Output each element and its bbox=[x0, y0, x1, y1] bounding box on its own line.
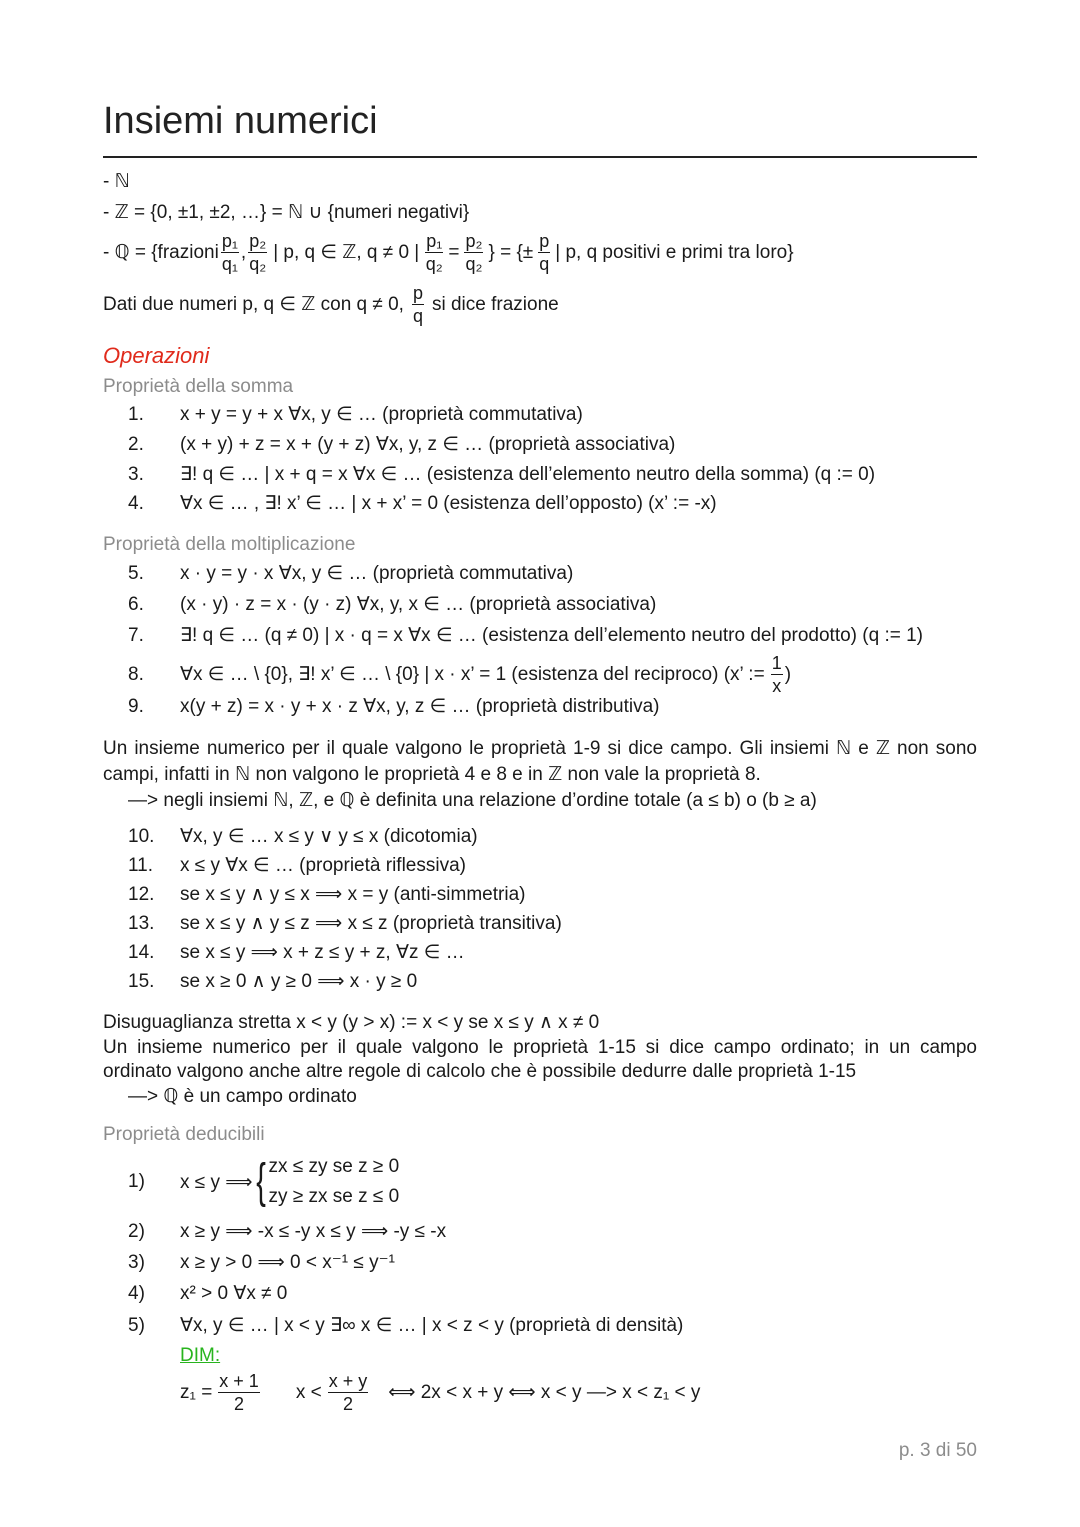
fraction bbox=[221, 232, 239, 273]
denominator: q₂ bbox=[465, 254, 483, 274]
item-number: 4) bbox=[128, 1283, 145, 1304]
list-item bbox=[128, 970, 562, 999]
numerator: x + 1 bbox=[219, 1371, 259, 1391]
sum-heading: Proprietà della somma bbox=[103, 376, 294, 397]
campo-paragraph: Un insieme numerico per il quale valgono le proprietà 1-9 si dice campo. Gli insiemi ℕ e ℤ non sono campi, infatti in ℕ non valgono le proprietà 4 e 8 e in ℤ non vale la proprietà 8. bbox=[103, 738, 977, 785]
item-number: 11. bbox=[128, 855, 154, 876]
item-text: ∀x, y ∈ … x ≤ y ∨ y ≤ x (dicotomia) bbox=[180, 826, 478, 847]
denominator: 2 bbox=[234, 1394, 245, 1414]
set-n: - ℕ bbox=[103, 171, 130, 192]
item-number: 9. bbox=[128, 696, 144, 717]
item-text: ∀x ∈ … , ∃! x’ ∈ … | x + x’ = 0 (esistenza dell’opposto) (x’ := -x) bbox=[180, 493, 717, 514]
numerator: x + y bbox=[328, 1371, 368, 1391]
item-number: 1. bbox=[128, 404, 144, 425]
dim-tail: ⟺ 2x < x + y ⟺ x < y —> x < z₁ < y bbox=[388, 1382, 701, 1403]
list-item bbox=[128, 941, 562, 970]
item-number: 13. bbox=[128, 913, 155, 934]
denominator: q bbox=[539, 254, 550, 274]
dim-mid: x < bbox=[295, 1381, 322, 1403]
order-props-list bbox=[128, 825, 562, 999]
list-item bbox=[128, 1220, 683, 1251]
operations-heading: Operazioni bbox=[103, 343, 210, 368]
item-number: 2) bbox=[128, 1221, 145, 1242]
fraction bbox=[771, 654, 783, 695]
list-item bbox=[128, 624, 923, 655]
denominator: q₁ bbox=[221, 254, 238, 274]
list-item bbox=[128, 593, 923, 624]
list-item bbox=[128, 1314, 683, 1345]
item-text: se x ≥ 0 ∧ y ≥ 0 ⟹ x · y ≥ 0 bbox=[180, 971, 418, 992]
dim-label: DIM: bbox=[180, 1345, 221, 1366]
mult-props-list bbox=[128, 562, 923, 655]
denominator: 2 bbox=[342, 1394, 353, 1414]
item-text: (x · y) · z = x · (y · z) ∀x, y, x ∈ … (proprietà associativa) bbox=[180, 594, 657, 615]
numerator: p₂ bbox=[249, 231, 267, 251]
item-text: ∃! q ∈ … | x + q = x ∀x ∈ … (esistenza dell’elemento neutro della somma) (q := 0) bbox=[180, 464, 876, 485]
item-number: 8. bbox=[128, 663, 144, 685]
set-q-cond: | p, q ∈ ℤ, q ≠ 0 | bbox=[273, 242, 420, 263]
list-item bbox=[128, 854, 562, 883]
page-title: Insiemi numerici bbox=[103, 100, 378, 142]
set-q-mid: } = {± bbox=[488, 241, 534, 263]
mult-heading: Proprietà della moltiplicazione bbox=[103, 534, 356, 555]
item-number: 6. bbox=[128, 594, 144, 615]
close-paren: ) bbox=[784, 663, 792, 685]
fraction bbox=[248, 232, 267, 273]
item-text: x · y = y · x ∀x, y ∈ … (proprietà commutativa) bbox=[180, 563, 574, 584]
numerator: 1 bbox=[771, 653, 782, 673]
item-text: x² > 0 ∀x ≠ 0 bbox=[180, 1283, 288, 1304]
list-item bbox=[128, 695, 660, 718]
item-text: ∀x ∈ … \ {0}, ∃! x’ ∈ … \ {0} | x · x’ = 1 (esistenza del reciproco) (x’ := bbox=[180, 664, 765, 685]
dim-formula bbox=[180, 1372, 700, 1413]
denominator: q bbox=[412, 306, 423, 326]
definition-text: Dati due numeri p, q ∈ ℤ con q ≠ 0, bbox=[103, 294, 404, 315]
deducible-heading: Proprietà deducibili bbox=[103, 1124, 265, 1145]
item-text: ∃! q ∈ … (q ≠ 0) | x · q = x ∀x ∈ … (esistenza dell’elemento neutro del prodotto) (q := 1) bbox=[180, 625, 923, 646]
fraction bbox=[218, 1372, 260, 1413]
item-number: 10. bbox=[128, 826, 155, 847]
list-item bbox=[128, 883, 562, 912]
set-q-end: | p, q positivi e primi tra loro} bbox=[555, 241, 794, 263]
sum-props-list bbox=[128, 403, 875, 521]
fraction bbox=[425, 232, 443, 273]
z1-label: z₁ = bbox=[180, 1381, 213, 1403]
item-number: 12. bbox=[128, 884, 155, 905]
item-number: 3) bbox=[128, 1252, 145, 1273]
ordered-field-paragraph: Un insieme numerico per il quale valgono le proprietà 1-15 si dice campo ordinato; in un campo ordinato valgono anche altre regole di calcolo che è possibile dedurre dalle proprietà 1-15 bbox=[103, 1037, 977, 1082]
comma: , bbox=[240, 241, 247, 263]
list-item bbox=[128, 403, 875, 433]
fraction bbox=[464, 232, 483, 273]
item-text: x + y = y + x ∀x, y ∈ … (proprietà commutativa) bbox=[180, 404, 583, 425]
numerator: p bbox=[539, 231, 550, 251]
denominator: q₂ bbox=[425, 254, 443, 274]
deducible-props-list bbox=[128, 1220, 683, 1345]
item-text: se x ≤ y ∧ y ≤ z ⟹ x ≤ z (proprietà transitiva) bbox=[180, 913, 562, 934]
item-text: x(y + z) = x · y + x · z ∀x, y, z ∈ … (proprietà distributiva) bbox=[180, 696, 660, 717]
item-number: 5) bbox=[128, 1315, 145, 1336]
page-number: p. 3 di 50 bbox=[898, 1440, 977, 1461]
item-text: (x + y) + z = x + (y + z) ∀x, y, z ∈ … (proprietà associativa) bbox=[180, 434, 676, 455]
set-q bbox=[103, 232, 794, 273]
item-number: 7. bbox=[128, 625, 144, 646]
strict-inequality: Disuguaglianza stretta x < y (y > x) := x < y se x ≤ y ∧ x ≠ 0 bbox=[103, 1012, 600, 1033]
item-text: x ≥ y ⟹ -x ≤ -y x ≤ y ⟹ -y ≤ -x bbox=[180, 1221, 447, 1242]
fraction bbox=[328, 1372, 369, 1413]
set-z: - ℤ = {0, ±1, ±2, …} = ℕ ∪ {numeri negativi} bbox=[103, 202, 470, 223]
equals: = bbox=[448, 241, 460, 263]
item-number: 15. bbox=[128, 971, 155, 992]
numerator: p₂ bbox=[465, 231, 483, 251]
list-item bbox=[128, 825, 562, 854]
definition-tail: si dice frazione bbox=[431, 293, 559, 315]
case-list bbox=[269, 1152, 400, 1212]
list-item bbox=[128, 912, 562, 941]
set-q-start: - ℚ = {frazioni bbox=[103, 242, 219, 263]
item-lhs: x ≤ y ⟹ bbox=[180, 1171, 253, 1193]
item-text: ∀x, y ∈ … | x < y ∃∞ x ∈ … | x < z < y (proprietà di densità) bbox=[180, 1315, 684, 1336]
denominator: x bbox=[772, 676, 782, 696]
item-number: 2. bbox=[128, 434, 144, 455]
fraction-definition bbox=[103, 284, 559, 325]
item-text: x ≤ y ∀x ∈ … (proprietà riflessiva) bbox=[180, 855, 466, 876]
item-number: 5. bbox=[128, 563, 144, 584]
q-ordered-note: —> ℚ è un campo ordinato bbox=[128, 1086, 357, 1107]
numerator: p₁ bbox=[221, 231, 238, 251]
item-number: 1) bbox=[128, 1171, 145, 1192]
list-item bbox=[128, 654, 791, 695]
order-note: —> negli insiemi ℕ, ℤ, e ℚ è definita una relazione d’ordine totale (a ≤ b) o (b ≥ a) bbox=[128, 790, 817, 811]
denominator: q₂ bbox=[249, 254, 267, 274]
item-text: se x ≤ y ⟹ x + z ≤ y + z, ∀z ∈ … bbox=[180, 942, 465, 963]
fraction bbox=[538, 232, 550, 273]
item-text: se x ≤ y ∧ y ≤ x ⟹ x = y (anti-simmetria) bbox=[180, 884, 526, 905]
item-number: 14. bbox=[128, 942, 155, 963]
list-item bbox=[128, 492, 875, 521]
list-item bbox=[128, 433, 875, 463]
numerator: p₁ bbox=[426, 231, 443, 251]
case-1: zx ≤ zy se z ≥ 0 bbox=[268, 1156, 400, 1177]
list-item bbox=[128, 562, 923, 593]
brace: { bbox=[255, 1155, 266, 1208]
list-item bbox=[128, 463, 875, 492]
numerator: p bbox=[412, 283, 423, 303]
list-item bbox=[128, 1152, 399, 1212]
item-number: 4. bbox=[128, 493, 144, 514]
list-item bbox=[128, 1282, 683, 1314]
case-2: zy ≥ zx se z ≤ 0 bbox=[268, 1186, 400, 1207]
title-rule bbox=[103, 156, 977, 158]
list-item bbox=[128, 1251, 683, 1282]
item-number: 3. bbox=[128, 464, 144, 485]
item-text: x ≥ y > 0 ⟹ 0 < x⁻¹ ≤ y⁻¹ bbox=[180, 1252, 395, 1273]
fraction bbox=[412, 284, 424, 325]
